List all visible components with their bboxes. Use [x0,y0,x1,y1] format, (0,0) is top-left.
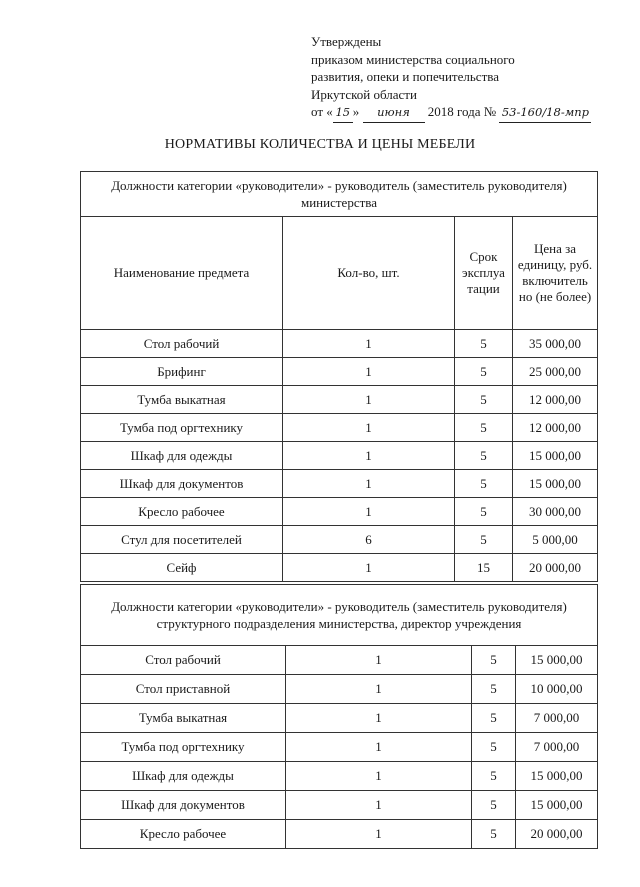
item-name: Стол рабочий [81,646,286,675]
item-price: 15 000,00 [516,791,598,820]
table-row [81,526,598,554]
item-price: 15 000,00 [513,442,598,470]
header-price: Цена за единицу, руб. включитель но (не более) [513,217,598,330]
item-name: Шкаф для документов [81,470,283,498]
table-row [81,733,598,762]
item-name: Тумба выкатная [81,386,283,414]
item-price: 12 000,00 [513,386,598,414]
item-name: Стол рабочий [81,330,283,358]
item-qty: 1 [283,498,455,526]
approval-line: Иркутской области [311,86,417,102]
item-term: 5 [472,762,516,791]
item-name: Шкаф для документов [81,791,286,820]
approval-line: приказом министерства социального [311,51,515,67]
table-row [81,704,598,733]
item-qty: 1 [286,762,472,791]
item-price: 35 000,00 [513,330,598,358]
table-row [81,675,598,704]
item-qty: 1 [283,414,455,442]
item-price: 7 000,00 [516,704,598,733]
header-qty: Кол-во, шт. [283,217,455,330]
item-term: 5 [455,414,513,442]
item-term: 5 [455,470,513,498]
item-term: 5 [455,358,513,386]
item-qty: 1 [283,330,455,358]
item-name: Брифинг [81,358,283,386]
item-term: 5 [472,704,516,733]
header-name: Наименование предмета [81,217,283,330]
header-term: Срок эксплуа тации [455,217,513,330]
item-term: 5 [472,791,516,820]
table-row [81,386,598,414]
table-row [81,554,598,582]
date-mid: » [352,104,360,119]
item-term: 5 [455,526,513,554]
item-term: 5 [472,675,516,704]
item-name: Шкаф для одежды [81,442,283,470]
item-qty: 1 [286,791,472,820]
item-price: 7 000,00 [516,733,598,762]
item-qty: 6 [283,526,455,554]
date-day: 15 [333,104,353,123]
table-row [81,442,598,470]
date-prefix: от « [311,104,333,119]
table-row [81,820,598,849]
table-row [81,498,598,526]
approval-date-line [311,103,591,123]
table-row [81,646,598,675]
item-term: 5 [455,442,513,470]
item-price: 15 000,00 [513,470,598,498]
item-term: 5 [472,820,516,849]
item-price: 12 000,00 [513,414,598,442]
table-row [81,470,598,498]
date-month: июня [363,104,425,123]
item-name: Тумба под оргтехнику [81,733,286,762]
table-row [81,791,598,820]
item-price: 30 000,00 [513,498,598,526]
item-name: Тумба под оргтехнику [81,414,283,442]
item-name: Сейф [81,554,283,582]
item-price: 15 000,00 [516,646,598,675]
item-qty: 1 [283,442,455,470]
item-name: Кресло рабочее [81,498,283,526]
date-year: 2018 года № [427,104,497,119]
table-row [81,762,598,791]
approval-line: развития, опеки и попечительства [311,69,499,84]
item-term: 5 [455,498,513,526]
item-price: 15 000,00 [516,762,598,791]
table-row [81,358,598,386]
document-title: НОРМАТИВЫ КОЛИЧЕСТВА И ЦЕНЫ МЕБЕЛИ [164,137,476,152]
item-price: 10 000,00 [516,675,598,704]
item-qty: 1 [283,386,455,414]
item-term: 5 [472,733,516,762]
item-qty: 1 [286,704,472,733]
category-header: Должности категории «руководители» - руководитель (заместитель руководителя) министерства [81,172,598,217]
approval-line: Утверждены [311,34,382,49]
item-qty: 1 [283,358,455,386]
item-price: 20 000,00 [513,554,598,582]
item-term: 5 [455,386,513,414]
item-qty: 1 [286,733,472,762]
category-header: Должности категории «руководители» - руководитель (заместитель руководителя) структурного подразделения министерства, директор учреждения [81,585,598,646]
table-row [81,414,598,442]
item-qty: 1 [283,470,455,498]
order-number: 53-160/18-мпр [499,104,591,123]
item-term: 5 [472,646,516,675]
item-name: Тумба выкатная [81,704,286,733]
item-term: 5 [455,330,513,358]
item-name: Стул для посетителей [81,526,283,554]
norms-table-section-2 [80,584,598,849]
item-price: 5 000,00 [513,526,598,554]
table-row [81,330,598,358]
item-name: Стол приставной [81,675,286,704]
item-price: 25 000,00 [513,358,598,386]
item-qty: 1 [286,646,472,675]
item-name: Кресло рабочее [81,820,286,849]
item-price: 20 000,00 [516,820,598,849]
item-name: Шкаф для одежды [81,762,286,791]
item-qty: 1 [286,675,472,704]
norms-table-section-1 [80,171,598,582]
item-qty: 1 [283,554,455,582]
approval-block [311,33,591,123]
item-term: 15 [455,554,513,582]
item-qty: 1 [286,820,472,849]
